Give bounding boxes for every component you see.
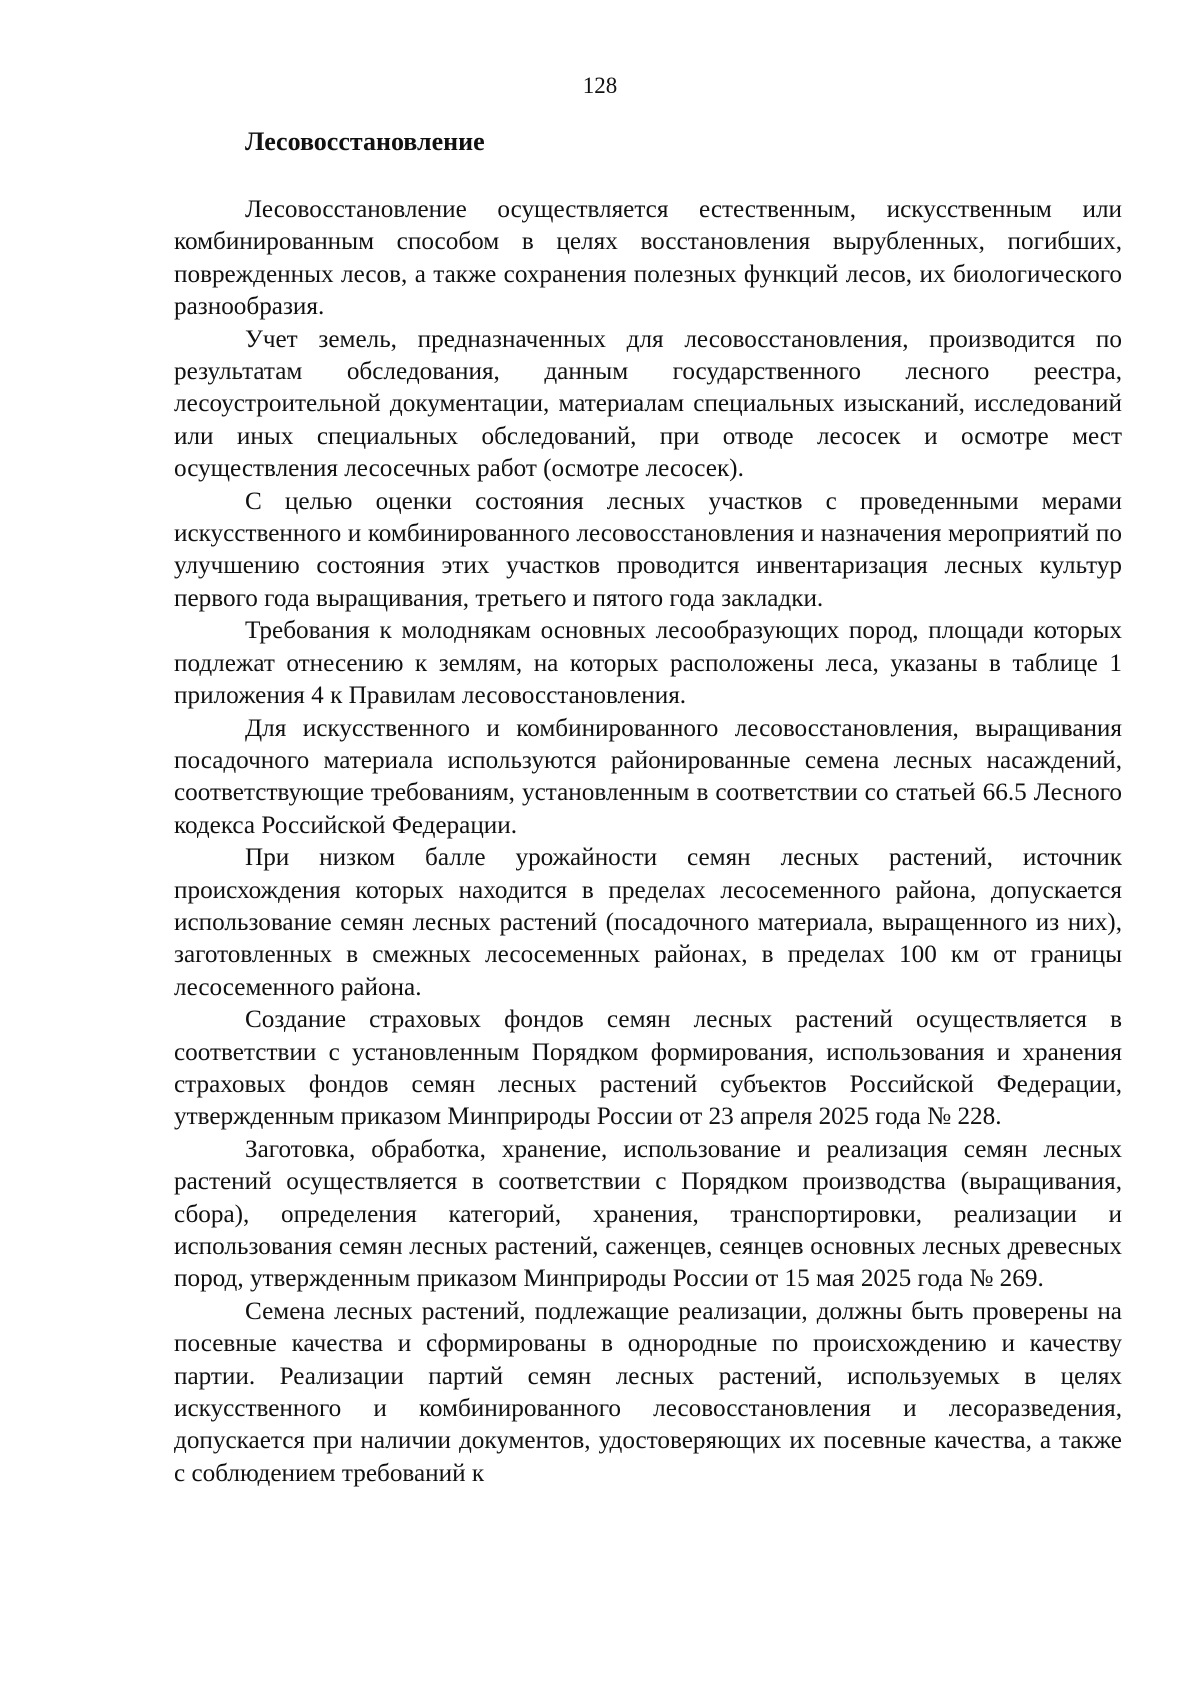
paragraph-2: Учет земель, предназначенных для лесовосстановления, производится по результатам обследования, данным государственного лесного реестра, лесоустроительной документации, материалам специальных изысканий, исследований или иных специальных обследований, при отводе лесосек и осмотре мест осуществления лесосечных работ (осмотре лесосек).: [174, 325, 1122, 483]
paragraph-3: С целью оценки состояния лесных участков с проведенными мерами искусственного и комбинированного лесовосстановления и назначения мероприятий по улучшению состояния этих участков проводится инвентаризация лесных культур первого года выращивания, третьего и пятого года закладки.: [174, 487, 1122, 612]
section-heading: Лесовосстановление: [245, 127, 485, 156]
paragraph-1: Лесовосстановление осуществляется естественным, искусственным или комбинированным способом в целях восстановления вырубленных, погибших, поврежденных лесов, а также сохранения полезных функций лесов, их биологического разнообразия.: [174, 196, 1122, 321]
paragraph-6: При низком балле урожайности семян лесных растений, источник происхождения которых находится в пределах лесосеменного района, допускается использование семян лесных растений (посадочного материала, выращенного из них), заготовленных в смежных лесосеменных районах, в пределах 100 км от границы лесосеменного района.: [174, 844, 1122, 1001]
paragraph-7: Создание страховых фондов семян лесных растений осуществляется в соответствии с установленным Порядком формирования, использования и хранения страховых фондов семян лесных растений субъектов Российской Федерации, утвержденным приказом Минприроды России от 23 апреля 2025 года № 228.: [174, 1006, 1122, 1131]
paragraph-4: Требования к молоднякам основных лесообразующих пород, площади которых подлежат отнесению к землям, на которых расположены леса, указаны в таблице 1 приложения 4 к Правилам лесовосстановления.: [174, 617, 1122, 710]
page-number: 128: [582, 73, 618, 98]
paragraph-9: Семена лесных растений, подлежащие реализации, должны быть проверены на посевные качества и сформированы в однородные по происхождению и качеству партии. Реализации партий семян лесных растений, используемых в целях искусственного и комбинированного лесовосстановления и лесоразведения, допускается при наличии документов, удостоверяющих их посевные качества, а также с соблюдением требований к: [174, 1297, 1122, 1487]
paragraph-5: Для искусственного и комбинированного лесовосстановления, выращивания посадочного материала используются районированные семена лесных насаждений, соответствующие требованиям, установленным в соответствии со статьей 66.5 Лесного кодекса Российской Федерации.: [174, 714, 1122, 839]
paragraph-8: Заготовка, обработка, хранение, использование и реализация семян лесных растений осуществляется в соответствии с Порядком производства (выращивания, сбора), определения категорий, хранения, транспортировки, реализации и использования семян лесных растений, саженцев, сеянцев основных лесных древесных пород, утвержденным приказом Минприроды России от 15 мая 2025 года № 269.: [174, 1135, 1122, 1293]
body-text: [174, 194, 1122, 1490]
